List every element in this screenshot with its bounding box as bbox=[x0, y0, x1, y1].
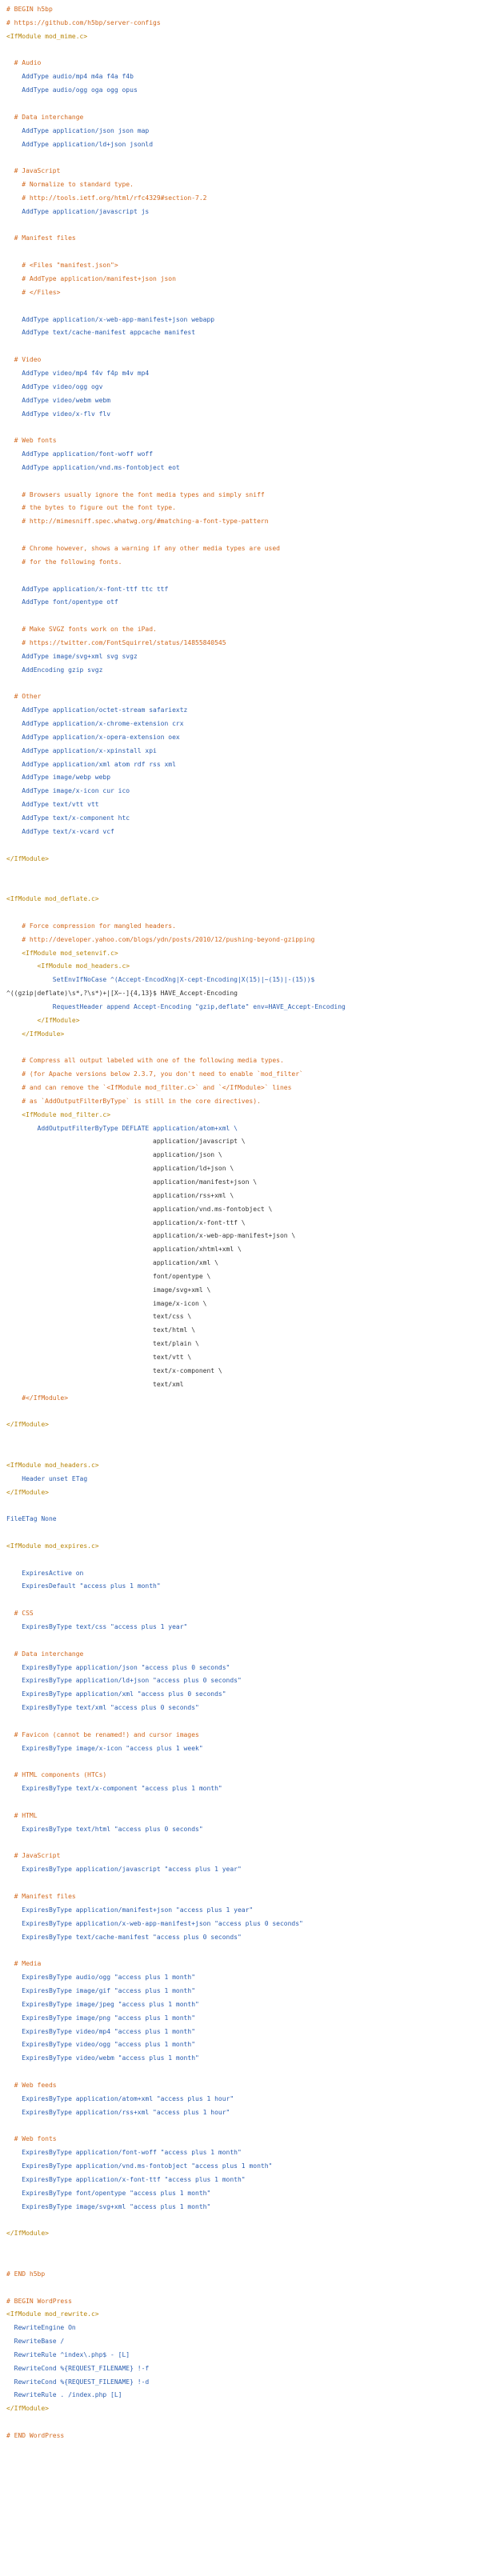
directive-line: AddType video/webm webm bbox=[6, 396, 111, 404]
directive-line: ExpiresByType application/json "access plus 0 seconds" bbox=[6, 1663, 230, 1671]
directive-line: ExpiresByType video/mp4 "access plus 1 month" bbox=[6, 2027, 196, 2035]
directive-line: ExpiresByType video/webm "access plus 1 month" bbox=[6, 2054, 199, 2062]
directive-line: Header unset ETag bbox=[6, 1474, 88, 1482]
code-line: text/html \ bbox=[6, 1326, 196, 1334]
comment-line: # and can remove the `<IfModule mod_filter.c>` and `</IfModule>` lines bbox=[6, 1084, 292, 1091]
directive-line: ExpiresDefault "access plus 1 month" bbox=[6, 1582, 161, 1590]
directive-line: ExpiresByType image/png "access plus 1 month" bbox=[6, 2014, 196, 2022]
comment-line: #</IfModule> bbox=[6, 1394, 69, 1402]
module-tag-line: <IfModule mod_expires.c> bbox=[6, 1542, 99, 1550]
directive-line: AddType image/svg+xml svg svgz bbox=[6, 652, 138, 660]
module-tag-line: </IfModule> bbox=[6, 2230, 49, 2238]
directive-line: ExpiresByType image/gif "access plus 1 month" bbox=[6, 1986, 196, 1994]
directive-line: ExpiresByType text/css "access plus 1 year" bbox=[6, 1623, 188, 1630]
directive-line: AddType text/x-vcard vcf bbox=[6, 827, 114, 835]
code-line: text/x-component \ bbox=[6, 1366, 222, 1374]
comment-line: # </Files> bbox=[6, 288, 61, 296]
comment-line: # AddType application/manifest+json json bbox=[6, 275, 176, 282]
comment-line: # Audio bbox=[6, 59, 42, 67]
code-line: font/opentype \ bbox=[6, 1272, 211, 1280]
directive-line: SetEnvIfNoCase ^(Accept-EncodXng|X-cept-Encoding|X(15)|~(15)|-(15))$ bbox=[6, 976, 315, 984]
directive-line: ExpiresByType application/x-font-ttf "access plus 1 month" bbox=[6, 2175, 246, 2183]
comment-line: # CSS bbox=[6, 1610, 34, 1618]
directive-line: AddType text/vtt vtt bbox=[6, 801, 99, 809]
comment-line: # Web fonts bbox=[6, 437, 57, 445]
module-tag-line: <IfModule mod_filter.c> bbox=[6, 1110, 111, 1118]
comment-line: # the bytes to figure out the font type. bbox=[6, 504, 176, 512]
directive-line: AddType video/mp4 f4v f4p m4v mp4 bbox=[6, 369, 150, 377]
code-line: text/plain \ bbox=[6, 1340, 199, 1348]
directive-line: AddType image/x-icon cur ico bbox=[6, 787, 130, 795]
directive-line: ExpiresByType image/svg+xml "access plus 1 month" bbox=[6, 2202, 211, 2210]
directive-line: AddType application/font-woff woff bbox=[6, 450, 154, 458]
comment-line: # Web fonts bbox=[6, 2135, 57, 2143]
code-line: application/ld+json \ bbox=[6, 1165, 234, 1173]
module-tag-line: </IfModule> bbox=[6, 1488, 49, 1496]
directive-line: ExpiresByType text/x-component "access plus 1 month" bbox=[6, 1785, 222, 1793]
directive-line: AddType application/x-font-ttf ttc ttf bbox=[6, 585, 169, 593]
code-line: image/x-icon \ bbox=[6, 1299, 207, 1307]
directive-line: AddType video/x-flv flv bbox=[6, 410, 111, 418]
directive-line: ExpiresByType application/rss+xml "access plus 1 hour" bbox=[6, 2108, 230, 2116]
comment-line: # END h5bp bbox=[6, 2270, 46, 2278]
comment-line: # http://mimesniff.spec.whatwg.org/#matching-a-font-type-pattern bbox=[6, 518, 269, 526]
directive-line: ExpiresByType image/jpeg "access plus 1 month" bbox=[6, 2000, 199, 2008]
directive-line: AddType font/opentype otf bbox=[6, 598, 118, 606]
directive-line: ExpiresByType application/x-web-app-manifest+json "access plus 0 seconds" bbox=[6, 1919, 303, 1927]
code-line: text/css \ bbox=[6, 1313, 192, 1321]
code-line: ^((gzip|deflate)\s*,?\s*)+|[X~-]{4,13}$ HAVE_Accept-Encoding bbox=[6, 990, 238, 998]
directive-line: ExpiresByType application/atom+xml "access plus 1 hour" bbox=[6, 2094, 234, 2102]
directive-line: AddType application/octet-stream safariextz bbox=[6, 706, 188, 714]
directive-line: AddType application/xml atom rdf rss xml bbox=[6, 760, 176, 768]
directive-line: ExpiresByType font/opentype "access plus 1 month" bbox=[6, 2189, 211, 2197]
code-line: application/xhtml+xml \ bbox=[6, 1246, 242, 1254]
module-tag-line: <IfModule mod_setenvif.c> bbox=[6, 949, 118, 957]
directive-line: RewriteEngine On bbox=[6, 2324, 76, 2332]
module-tag-line: </IfModule> bbox=[6, 1421, 49, 1429]
code-line: application/javascript \ bbox=[6, 1138, 246, 1146]
code-line: application/xml \ bbox=[6, 1259, 218, 1267]
comment-line: # <Files "manifest.json"> bbox=[6, 262, 118, 270]
directive-line: AddType application/ld+json jsonld bbox=[6, 140, 154, 148]
comment-line: # BEGIN h5bp bbox=[6, 6, 53, 13]
directive-line: ExpiresByType text/cache-manifest "access plus 0 seconds" bbox=[6, 1933, 242, 1941]
comment-line: # Force compression for mangled headers. bbox=[6, 922, 176, 930]
directive-line: ExpiresByType application/xml "access plus 0 seconds" bbox=[6, 1690, 226, 1698]
directive-line: ExpiresByType text/html "access plus 0 seconds" bbox=[6, 1825, 203, 1833]
directive-line: ExpiresByType application/ld+json "access plus 0 seconds" bbox=[6, 1677, 242, 1685]
comment-line: # Media bbox=[6, 1960, 42, 1968]
comment-line: # Manifest files bbox=[6, 1893, 76, 1900]
comment-line: # http://tools.ietf.org/html/rfc4329#section-7.2 bbox=[6, 194, 207, 202]
comment-line: # Manifest files bbox=[6, 234, 76, 242]
directive-line: AddType application/json json map bbox=[6, 126, 150, 134]
directive-line: AddType application/x-web-app-manifest+json webapp bbox=[6, 315, 215, 323]
module-tag-line: </IfModule> bbox=[6, 854, 49, 862]
comment-line: # JavaScript bbox=[6, 167, 61, 175]
directive-line: ExpiresByType application/vnd.ms-fontobject "access plus 1 month" bbox=[6, 2162, 273, 2170]
directive-line: ExpiresByType video/ogg "access plus 1 month" bbox=[6, 2041, 196, 2049]
comment-line: # Make SVGZ fonts work on the iPad. bbox=[6, 626, 157, 634]
code-line: application/rss+xml \ bbox=[6, 1191, 234, 1199]
module-tag-line: <IfModule mod_mime.c> bbox=[6, 32, 88, 40]
comment-line: # as `AddOutputFilterByType` is still in the core directives). bbox=[6, 1097, 261, 1105]
comment-line: # Compress all output labeled with one of the following media types. bbox=[6, 1057, 284, 1065]
directive-line: AddType video/ogg ogv bbox=[6, 382, 103, 390]
comment-line: # Other bbox=[6, 693, 42, 701]
module-tag-line: <IfModule mod_deflate.c> bbox=[6, 895, 99, 903]
comment-line: # https://twitter.com/FontSquirrel/status/14855840545 bbox=[6, 638, 226, 646]
comment-line: # Chrome however, shows a warning if any other media types are used bbox=[6, 545, 280, 552]
directive-line: RewriteCond %{REQUEST_FILENAME} !-f bbox=[6, 2364, 150, 2372]
directive-line: RewriteRule ^index\.php$ - [L] bbox=[6, 2350, 130, 2358]
directive-line: RewriteCond %{REQUEST_FILENAME} !-d bbox=[6, 2378, 150, 2386]
directive-line: ExpiresByType audio/ogg "access plus 1 month" bbox=[6, 1974, 196, 1982]
directive-line: AddType image/webp webp bbox=[6, 774, 111, 782]
module-tag-line: <IfModule mod_headers.c> bbox=[6, 1461, 99, 1469]
directive-line: AddType text/x-component htc bbox=[6, 814, 130, 822]
comment-line: # HTML components (HTCs) bbox=[6, 1771, 107, 1779]
comment-line: # (for Apache versions below 2.3.7, you don't need to enable `mod_filter` bbox=[6, 1070, 303, 1078]
directive-line: AddType application/vnd.ms-fontobject eot bbox=[6, 463, 180, 471]
directive-line: AddType application/x-xpinstall xpi bbox=[6, 746, 157, 754]
directive-line: FileETag None bbox=[6, 1515, 57, 1523]
comment-line: # Video bbox=[6, 356, 42, 364]
comment-line: # https://github.com/h5bp/server-configs bbox=[6, 18, 161, 26]
code-line: application/json \ bbox=[6, 1151, 222, 1159]
code-line: application/x-web-app-manifest+json \ bbox=[6, 1232, 296, 1240]
directive-line: RequestHeader append Accept-Encoding "gzip,deflate" env=HAVE_Accept-Encoding bbox=[6, 1002, 346, 1010]
directive-line: AddType application/x-chrome-extension crx bbox=[6, 720, 184, 728]
module-tag-line: <IfModule mod_rewrite.c> bbox=[6, 2310, 99, 2318]
directive-line: AddType application/x-opera-extension oex bbox=[6, 733, 180, 741]
directive-line: ExpiresByType application/javascript "access plus 1 year" bbox=[6, 1866, 242, 1874]
directive-line: AddType text/cache-manifest appcache manifest bbox=[6, 329, 196, 337]
directive-line: AddOutputFilterByType DEFLATE application/atom+xml \ bbox=[6, 1124, 238, 1132]
code-line: text/vtt \ bbox=[6, 1354, 192, 1361]
comment-line: # http://developer.yahoo.com/blogs/ydn/posts/2010/12/pushing-beyond-gzipping bbox=[6, 935, 315, 943]
comment-line: # Browsers usually ignore the font media types and simply sniff bbox=[6, 490, 265, 498]
directive-line: ExpiresByType application/manifest+json "access plus 1 year" bbox=[6, 1906, 254, 1914]
module-tag-line: </IfModule> bbox=[6, 1016, 80, 1024]
code-line: text/xml bbox=[6, 1380, 184, 1388]
comment-line: # Data interchange bbox=[6, 1650, 84, 1658]
code-line: application/manifest+json \ bbox=[6, 1178, 258, 1186]
comment-line: # Data interchange bbox=[6, 113, 84, 121]
comment-line: # Normalize to standard type. bbox=[6, 181, 134, 189]
directive-line: ExpiresByType application/font-woff "access plus 1 month" bbox=[6, 2149, 242, 2157]
comment-line: # END WordPress bbox=[6, 2432, 65, 2439]
comment-line: # HTML bbox=[6, 1811, 38, 1819]
comment-line: # Web feeds bbox=[6, 2081, 57, 2089]
directive-line: AddType audio/mp4 m4a f4a f4b bbox=[6, 73, 134, 81]
comment-line: # Favicon (cannot be renamed!) and cursor images bbox=[6, 1730, 199, 1738]
directive-line: ExpiresByType text/xml "access plus 0 seconds" bbox=[6, 1704, 199, 1712]
module-tag-line: </IfModule> bbox=[6, 1030, 65, 1038]
comment-line: # BEGIN WordPress bbox=[6, 2297, 72, 2305]
directive-line: AddEncoding gzip svgz bbox=[6, 666, 103, 674]
directive-line: AddType audio/ogg oga ogg opus bbox=[6, 86, 138, 94]
module-tag-line: </IfModule> bbox=[6, 2405, 49, 2413]
comment-line: # for the following fonts. bbox=[6, 558, 122, 566]
directive-line: AddType application/javascript js bbox=[6, 207, 150, 215]
directive-line: RewriteBase / bbox=[6, 2338, 65, 2346]
directive-line: ExpiresByType image/x-icon "access plus 1 week" bbox=[6, 1744, 203, 1752]
module-tag-line: <IfModule mod_headers.c> bbox=[6, 962, 130, 970]
comment-line: # JavaScript bbox=[6, 1852, 61, 1860]
code-line: image/svg+xml \ bbox=[6, 1286, 211, 1294]
directive-line: RewriteRule . /index.php [L] bbox=[6, 2391, 122, 2399]
code-line: application/vnd.ms-fontobject \ bbox=[6, 1205, 273, 1213]
code-line: application/x-font-ttf \ bbox=[6, 1218, 246, 1226]
directive-line: ExpiresActive on bbox=[6, 1569, 84, 1577]
